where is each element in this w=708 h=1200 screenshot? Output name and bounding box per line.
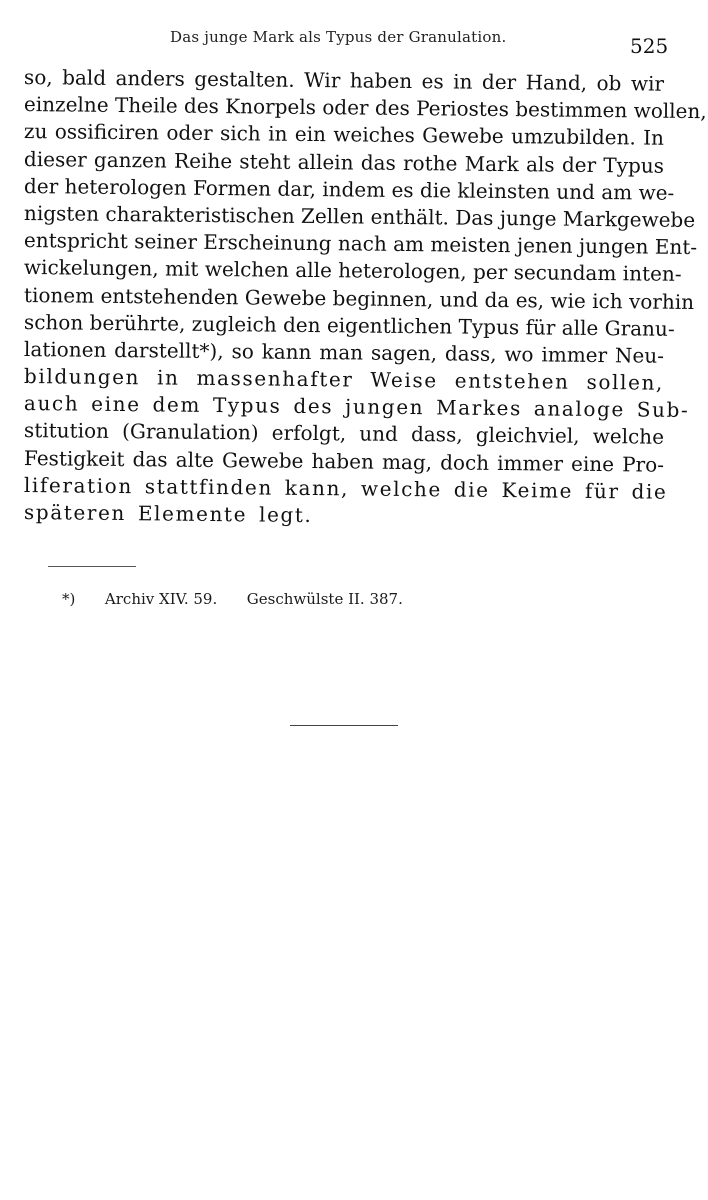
text-line-emphasized: bildungen in massenhafter Weise entstehen sollen, <box>23 364 665 395</box>
text-line: zu ossificiren oder sich in ein weiches Gewebe umzubilden. In <box>23 119 665 151</box>
text-line-emphasized: auch eine dem Typus des jungen Markes analoge Sub- <box>23 391 690 423</box>
text-line: einzelne Theile des Knorpels oder des Periostes bestimmen wollen, <box>23 92 707 124</box>
text-line: wickelungen, mit welchen alle heterologen, per secundam inten- <box>23 255 682 287</box>
text-line: Festigkeit das alte Gewebe haben mag, doch immer eine Pro- <box>23 445 665 477</box>
text-line: dieser ganzen Reihe steht allein das rothe Mark als der Typus <box>23 146 665 178</box>
text-line: stitution (Granulation) erfolgt, und dass, gleichviel, welche <box>23 418 665 450</box>
text-line: tionem entstehenden Gewebe beginnen, und da es, wie ich vorhin <box>23 282 695 314</box>
text-line: der heterologen Formen dar, indem es die kleinsten und am we- <box>23 173 675 205</box>
footnote-marker: *) <box>62 590 76 608</box>
footnote-reference: Geschwülste II. 387. <box>246 590 403 608</box>
text-line: schon berührte, zugleich den eigentlichen Typus für alle Granu- <box>23 309 675 341</box>
text-line-emphasized: liferation stattfinden kann, welche die Keime für die <box>23 472 668 504</box>
running-title: Das junge Mark als Typus der Granulation. <box>170 28 507 46</box>
text-line-emphasized: späteren Elemente legt. <box>23 500 313 528</box>
text-line: lationen darstellt*), so kann man sagen, dass, wo immer Neu- <box>23 336 665 368</box>
footnote-separator <box>48 566 136 567</box>
text-line: entspricht seiner Erscheinung nach am meisten jenen jungen Ent- <box>23 228 698 260</box>
body-text <box>23 64 707 528</box>
text-line: so, bald anders gestalten. Wir haben es in der Hand, ob wir <box>23 65 665 96</box>
footnote <box>62 590 403 608</box>
footnote-reference: Archiv XIV. 59. <box>104 590 218 608</box>
section-end-rule <box>290 725 398 726</box>
text-line: nigsten charakteristischen Zellen enthält. Das junge Markgewebe <box>23 200 696 232</box>
page-number: 525 <box>630 34 669 58</box>
